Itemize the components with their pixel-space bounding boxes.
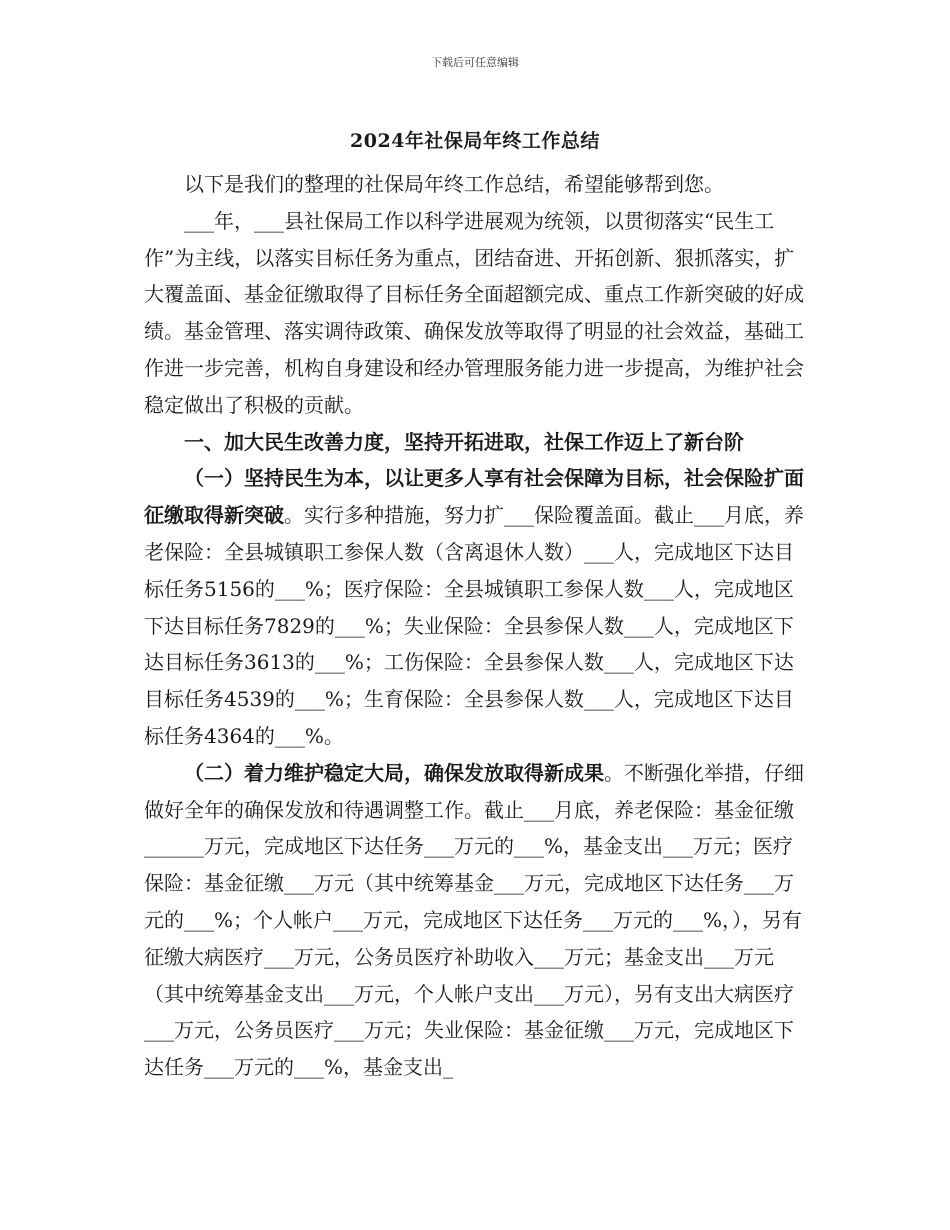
subsection-lead-2: （二）着力维护稳定大局，确保发放取得新成果 [184, 760, 604, 785]
subsection-paragraph-2 [144, 755, 808, 1086]
document-title: 2024年社保局年终工作总结 [350, 130, 600, 152]
subsection-body-2: 。不断强化举措，仔细做好全年的确保发放和待遇调整工作。截止___月底，养老保险：基金征缴______万元，完成地区下达任务___万元的___%，基金支出___万元；医疗保险：基金征缴___万元（其中统筹基金___万元，完成地区下达任务___万元的___%；个人帐户___万元，完成地区下达任务___万元的___%，），另有征缴大病医疗___万元，公务员医疗补助收入___万元；基金支出___万元（其中统筹基金支出___万元，个人帐户支出___万元），另有支出大病医疗___万元，公务员医疗___万元；失业保险：基金征缴___万元，完成地区下达任务___万元的___%，基金支出_ [144, 760, 804, 1080]
subsection-paragraph-1 [144, 460, 808, 754]
intro-paragraph: 以下是我们的整理的社保局年终工作总结，希望能够帮到您。 [184, 172, 724, 196]
subsection-body-1: 。实行多种措施，努力扩___保险覆盖面。截止___月底，养老保险：全县城镇职工参保人数（含离退休人数）___人，完成地区下达目标任务5156的___%；医疗保险：全县城镇职工参保人数___人，完成地区下达目标任务7829的___%；失业保险：全县参保人数___人，完成地区下达目标任务3613的___%；工伤保险：全县参保人数___人，完成地区下达目标任务4539的___%；生育保险：全县参保人数___人，完成地区下达目标任务4364的___%。 [144, 503, 804, 748]
section-heading-1: 一、加大民生改善力度，坚持开拓进取，社保工作迈上了新台阶 [184, 429, 744, 454]
subsection-lead-1: （一）坚持民生为本，以让更多人享有社会保障为目标，社会保险扩面征缴取得新突破 [144, 466, 804, 528]
document-body [144, 166, 808, 1086]
summary-paragraph: ___年，___县社保局工作以科学进展观为统领，以贯彻落实“民生工作”为主线，以落实目标任务为重点，团结奋进、开拓创新、狠抓落实，扩大覆盖面、基金征缴取得了目标任务全面超额完成、重点工作新突破的好成绩。基金管理、落实调待政策、确保发放等取得了明显的社会效益，基础工作进一步完善，机构自身建设和经办管理服务能力进一步提高，为维护社会稳定做出了积极的贡献。 [144, 208, 804, 417]
page-header-note: 下载后可任意编辑 [431, 56, 519, 69]
